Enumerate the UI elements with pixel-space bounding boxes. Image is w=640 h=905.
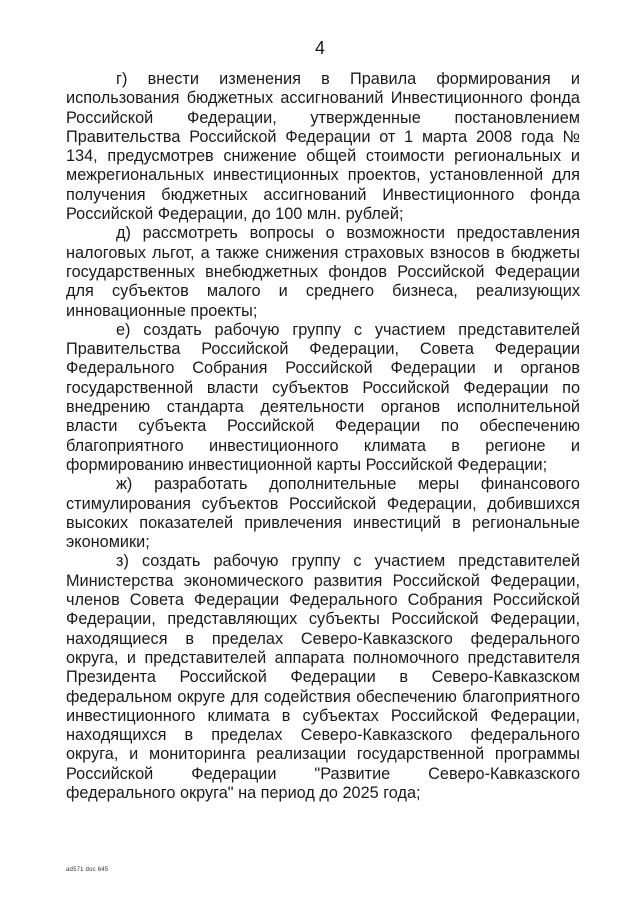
document-code: ad571 doc 645 (66, 867, 109, 873)
paragraph-d: д) рассмотреть вопросы о возможности предоставления налоговых льгот, а также снижения страховых взносов в бюджеты государственных внебюджетных фондов Российской Федерации для субъектов малого и среднего бизнеса, реализующих инновационные проекты; (66, 224, 580, 320)
paragraph-zh: ж) разработать дополнительные меры финансового стимулирования субъектов Российской Федерации, добившихся высоких показателей привлечения инвестиций в региональные экономики; (66, 475, 580, 552)
document-body (66, 70, 580, 803)
page-number: 4 (314, 38, 325, 58)
paragraph-e: е) создать рабочую группу с участием представителей Правительства Российской Федерации, Совета Федерации Федерального Собрания Российской Федерации и органов государственной власти субъектов Российской Федерации по внедрению стандарта деятельности органов исполнительной власти субъекта Российской Федерации по обеспечению благоприятного инвестиционного климата в регионе и формированию инвестиционной карты Российской Федерации; (66, 320, 580, 474)
paragraph-z: з) создать рабочую группу с участием представителей Министерства экономического развития Российской Федерации, членов Совета Федерации Федерального Собрания Российской Федерации, представляющих субъекты Российской Федерации, находящиеся в пределах Северо-Кавказского федерального округа, и представителей аппарата полномочного представителя Президента Российской Федерации в Северо-Кавказском федеральном округе для содействия обеспечению благоприятного инвестиционного климата в субъектах Российской Федерации, находящихся в пределах Северо-Кавказского федерального округа, и мониторинга реализации государственной программы Российской Федерации "Развитие Северо-Кавказского федерального округа" на период до 2025 года; (66, 552, 580, 802)
paragraph-g: г) внести изменения в Правила формирования и использования бюджетных ассигнований Инвестиционного фонда Российской Федерации, утвержденные постановлением Правительства Российской Федерации от 1 марта 2008 года № 134, предусмотрев снижение общей стоимости региональных и межрегиональных инвестиционных проектов, установленной для получения бюджетных ассигнований Инвестиционного фонда Российской Федерации, до 100 млн. рублей; (66, 70, 580, 224)
